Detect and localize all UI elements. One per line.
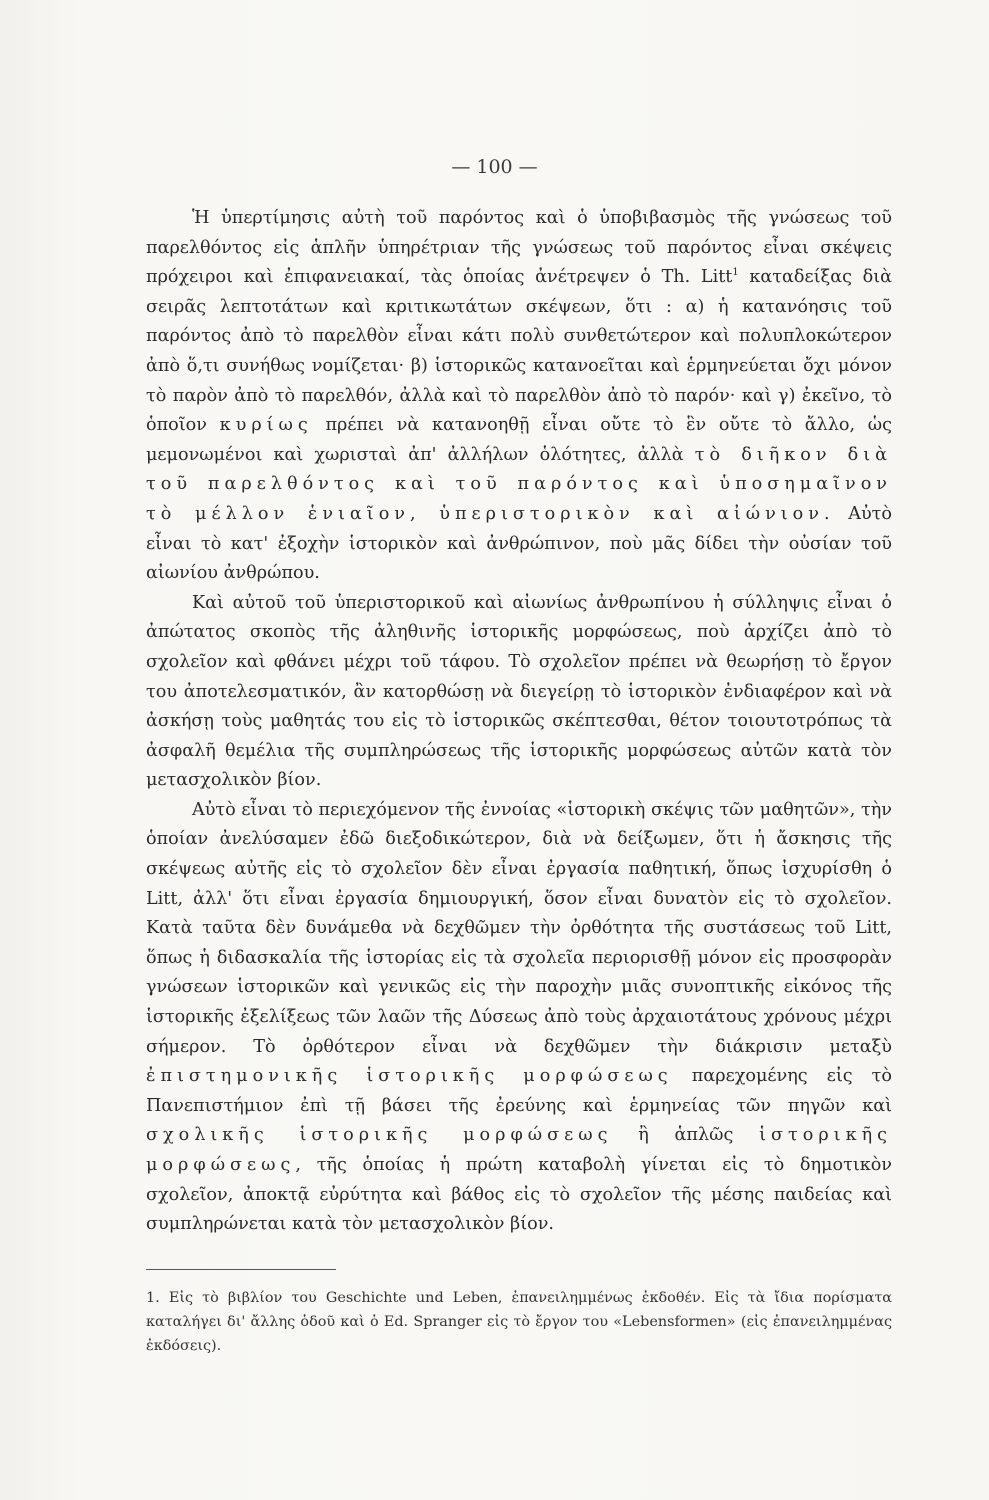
footnote-ref: 1	[732, 267, 739, 279]
page-number: — 100 —	[451, 156, 538, 178]
paragraph-3-part-3: ἢ ἁπλῶς	[612, 1125, 760, 1146]
footnote: 1. Εἰς τὸ βιβλίον του Geschichte und Leben, ἐπανειλημμένως ἐκδοθέν. Εἰς τὰ ἴδια πορίσματα καταλήγει δι' ἄλλης ὁδοῦ καὶ ὁ Ed. Spranger εἰς τὸ ἔργον του «Lebensformen» (εἰς ἐπανειλημμένας ἐκδόσεις).	[146, 1290, 892, 1354]
paragraph-2: Καὶ αὐτοῦ τοῦ ὑπεριστορικοῦ καὶ αἰωνίως ἀνθρωπίνου ἡ σύλληψις εἶναι ὁ ἀπώτατος σκοπὸς τῆς ἀληθινῆς ἱστορικῆς μορφώσεως, ποὺ ἀρχίζει ἀπὸ τὸ σχολεῖον καὶ φθάνει μέχρι τοῦ τάφου. Τὸ σχολεῖον πρέπει νὰ θεωρήσῃ τὸ ἔργον του ἀποτελεσματικόν, ἂν κατορθώσῃ νὰ διεγείρῃ τὸ ἱστορικὸν ἐνδιαφέρον καὶ νὰ ἀσκήσῃ τοὺς μαθητάς του εἰς τὸ ἱστορικῶς σκέπτεσθαι, θέτον τοιουτοτρόπως τὰ ἀσφαλῆ θεμέλια τῆς συμπληρώσεως τῆς ἱστορικῆς μορφώσεως αὐτῶν κατὰ τὸν μετασχολικὸν βίον.	[146, 592, 892, 791]
emphasis-spaced: ἱστορικῆς μορφώσεως	[146, 1125, 892, 1175]
emphasis-spaced: τὸ διῆκον διὰ τοῦ παρελθόντος καὶ τοῦ παρόντος καὶ ὑποσημαῖνον τὸ μέλλον ἑνιαῖον, ὑπεριστορικὸν καὶ αἰώνιον.	[146, 444, 892, 524]
paragraph-3-part-2: παρεχομένης εἰς τὸ Πανεπιστήμιον ἐπὶ τῇ βάσει τῆς ἐρεύνης καὶ ἑρμηνείας τῶν πηγῶν καὶ	[146, 1066, 893, 1116]
paragraph-1-part-4: Αὐτὸ εἶναι τὸ κατ' ἐξοχὴν ἱστορικὸν καὶ ἀνθρώπινον, ποὺ μᾶς δίδει τὴν οὐσίαν τοῦ αἰωνίου ἀνθρώπου.	[146, 503, 892, 584]
emphasis-spaced: κυρίως	[219, 415, 313, 436]
paragraph-1-part-2: καταδείξας διὰ σειρᾶς λεπτοτάτων καὶ κριτικωτάτων σκέψεων, ὅτι : α) ἡ κατανόησις τοῦ παρόντος ἀπὸ τὸ παρελθὸν εἶναι κάτι πολὺ συνθετώτερον καὶ πολυπλοκώτερον ἀπὸ ὅ,τι συνήθως νομίζεται· β) ἱστορικῶς κατανοεῖται καὶ ἑρμηνεύεται ὄχι μόνον τὸ παρὸν ἀπὸ τὸ παρελθόν, ἀλλὰ καὶ τὸ παρελθὸν ἀπὸ τὸ παρόν· καὶ γ) ἐκεῖνο, τὸ ὁποῖον	[146, 267, 892, 436]
paragraph-1-part-1: Ἡ ὑπερτίμησις αὐτὴ τοῦ παρόντος καὶ ὁ ὑποβιβασμὸς τῆς γνώσεως τοῦ παρελθόντος εἰς ἁπλῆν ὑπηρέτριαν τῆς γνώσεως τοῦ παρόντος εἶναι σκέψεις πρόχειροι καὶ ἐπιφανειακαί, τὰς ὁποίας ἀνέτρεψεν ὁ Th. Litt	[146, 208, 892, 288]
paragraph-3	[146, 796, 892, 1240]
emphasis-spaced: σχολικῆς ἱστορικῆς μορφώσεως	[146, 1125, 613, 1146]
paragraph-3-part-1: Αὐτὸ εἶναι τὸ περιεχόμενον τῆς ἐννοίας «ἱστορικὴ σκέψις τῶν μαθητῶν», τὴν ὁποίαν ἀνελύσαμεν ἐδῶ διεξοδικώτερον, διὰ νὰ δείξωμεν, ὅτι ἡ ἄσκησις τῆς σκέψεως αὐτῆς εἰς τὸ σχολεῖον δὲν εἶναι ἐργασία παθητική, ὅπως ἰσχυρίσθη ὁ Litt, ἀλλ' ὅτι εἶναι ἐργασία δημιουργική, ὅσον εἶναι δυνατὸν εἰς τὸ σχολεῖον. Κατὰ ταῦτα δὲν δυνάμεθα νὰ δεχθῶμεν τὴν ὀρθότητα τῆς συστάσεως τοῦ Litt, ὅπως ἡ διδασκαλία τῆς ἱστορίας εἰς τὰ σχολεῖα περιορισθῇ μόνον εἰς προσφορὰν γνώσεων ἱστορικῶν καὶ γενικῶς εἰς τὴν παροχὴν μιᾶς συνοπτικῆς εἰκόνος τῆς ἱστορικῆς ἐξελίξεως τῶν λαῶν τῆς Δύσεως ἀπὸ τοὺς ἀρχαιοτάτους χρόνους μέχρι σήμερον. Τὸ ὀρθότερον εἶναι νὰ δεχθῶμεν τὴν διάκρισιν μεταξὺ	[146, 799, 892, 1057]
paragraph-3-part-4: , τῆς ὁποίας ἡ πρώτη καταβολὴ γίνεται εἰς τὸ δημοτικὸν σχολεῖον, ἀποκτᾷ εὐρύτητα καὶ βάθος εἰς τὸ σχολεῖον τῆς μέσης παιδείας καὶ συμπληρώνεται κατὰ τὸν μετασχολικὸν βίον.	[146, 1155, 892, 1235]
paragraph-1	[146, 204, 892, 589]
paragraph-1-part-3: πρέπει νὰ κατανοηθῇ εἶναι οὔτε τὸ ἓν οὔτε τὸ ἄλλο, ὡς μεμονωμένοι καὶ χωρισταὶ ἀπ' ἀλλήλων ὁλότητες, ἀλλὰ	[146, 415, 892, 465]
emphasis-spaced: ἐπιστημονικῆς ἱστορικῆς μορφώσεως	[146, 1066, 673, 1087]
body-text	[146, 204, 892, 1240]
footnote-divider	[146, 1269, 336, 1270]
